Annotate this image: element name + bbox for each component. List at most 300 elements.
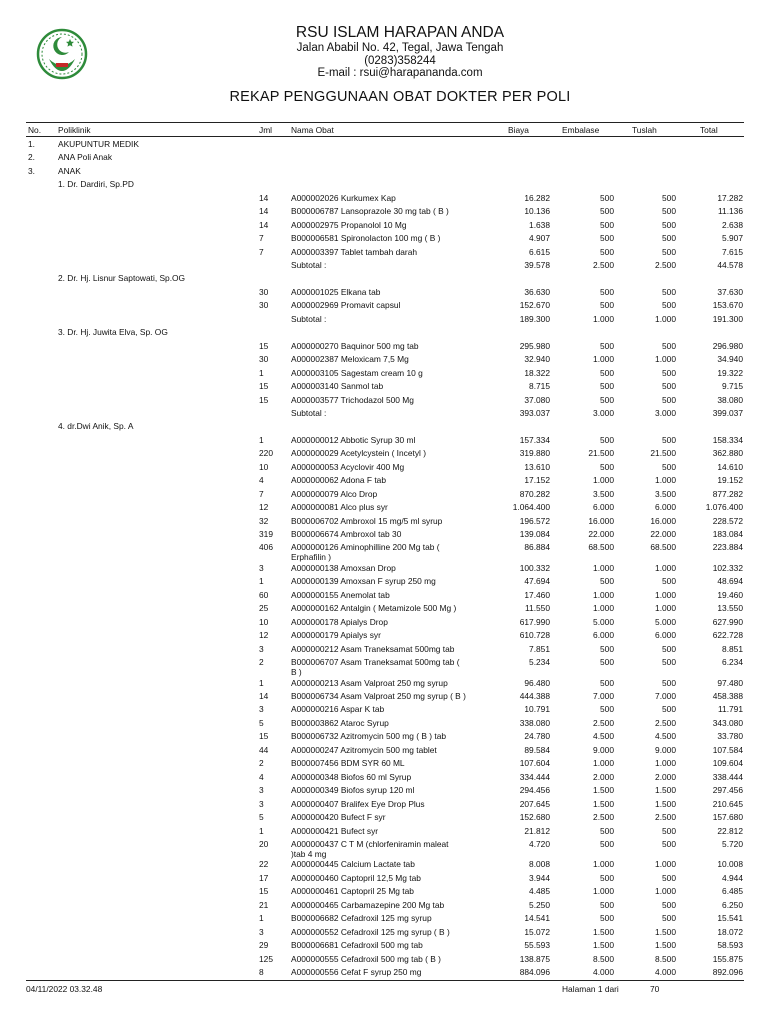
item-total: 892.096 [712,967,743,977]
item-compounding-fee: 1.000 [655,590,676,600]
item-name: A000000155 Anemolat tab [291,590,390,600]
item-cost: 14.541 [524,913,550,923]
item-name: A000000555 Cefadroxil 500 mg tab ( B ) [291,954,441,964]
item-packaging-fee: 1.000 [593,563,614,573]
poli-name: AKUPUNTUR MEDIK [58,139,139,149]
item-name: A000000212 Asam Traneksamat 500mg tab [291,644,455,654]
item-packaging-fee: 2.500 [593,812,614,822]
poli-number: 2. [28,152,35,162]
item-qty: 30 [259,287,269,297]
item-name: B000006787 Lansoprazole 30 mg tab ( B ) [291,206,449,216]
item-compounding-fee: 500 [662,873,676,883]
item-packaging-fee: 1.500 [593,785,614,795]
subtotal-label: Subtotal : [291,408,327,418]
item-packaging-fee: 4.000 [593,967,614,977]
item-packaging-fee: 22.000 [588,529,614,539]
item-packaging-fee: 6.000 [593,502,614,512]
item-packaging-fee: 500 [600,233,614,243]
item-packaging-fee: 500 [600,576,614,586]
item-packaging-fee: 4.500 [593,731,614,741]
item-total: 107.584 [712,745,743,755]
item-qty: 1 [259,826,264,836]
item-packaging-fee: 500 [600,300,614,310]
item-cost: 4.907 [529,233,550,243]
item-qty: 29 [259,940,269,950]
item-compounding-fee: 5.000 [655,617,676,627]
item-qty: 3 [259,799,264,809]
item-cost: 13.610 [524,462,550,472]
item-cost: 107.604 [519,758,550,768]
item-qty: 1 [259,368,264,378]
item-qty: 406 [259,542,273,552]
item-qty: 3 [259,704,264,714]
item-packaging-fee: 500 [600,220,614,230]
item-total: 297.456 [712,785,743,795]
item-qty: 20 [259,839,269,849]
item-total: 4.944 [722,873,743,883]
item-cost: 39.578 [524,260,550,270]
item-total: 5.907 [722,233,743,243]
item-compounding-fee: 500 [662,900,676,910]
item-qty: 21 [259,900,269,910]
item-cost: 1.064.400 [512,502,550,512]
item-total: 362.880 [712,448,743,458]
item-cost: 89.584 [524,745,550,755]
item-compounding-fee: 22.000 [650,529,676,539]
item-total: 7.615 [722,247,743,257]
item-qty: 1 [259,435,264,445]
item-qty: 15 [259,395,269,405]
item-packaging-fee: 1.000 [593,886,614,896]
item-total: 157.680 [712,812,743,822]
item-packaging-fee: 2.000 [593,772,614,782]
item-compounding-fee: 1.000 [655,886,676,896]
item-name: B000006707 Asam Traneksamat 500mg tab ( B ) [291,657,460,677]
item-name: A000000081 Alco plus syr [291,502,388,512]
item-name: A000000138 Amoxsan Drop [291,563,396,573]
item-name: A000000349 Biofos syrup 120 ml [291,785,415,795]
item-packaging-fee: 1.000 [593,603,614,613]
item-qty: 7 [259,233,264,243]
item-name: B000006702 Ambroxol 15 mg/5 ml syrup [291,516,443,526]
item-name: A000000053 Acyclovir 400 Mg [291,462,405,472]
item-name: B000007456 BDM SYR 60 ML [291,758,405,768]
item-qty: 12 [259,630,269,640]
item-name: A000000216 Aspar K tab [291,704,385,714]
item-compounding-fee: 1.000 [655,314,676,324]
item-total: 109.604 [712,758,743,768]
item-compounding-fee: 16.000 [650,516,676,526]
hospital-phone: (0283)358244 [364,55,436,67]
item-total: 37.630 [717,287,743,297]
item-total: 5.720 [722,839,743,849]
item-total: 11.136 [718,206,743,216]
item-cost: 8.008 [529,859,550,869]
item-compounding-fee: 2.500 [655,718,676,728]
item-qty: 12 [259,502,269,512]
item-total: 210.645 [712,799,743,809]
item-compounding-fee: 1.500 [655,785,676,795]
item-name: B000006682 Cefadroxil 125 mg syrup [291,913,432,923]
item-qty: 44 [259,745,269,755]
item-cost: 207.645 [519,799,550,809]
item-compounding-fee: 500 [662,704,676,714]
page-label: Halaman 1 dari [562,984,619,994]
item-total: 17.282 [717,193,743,203]
item-cost: 10.791 [524,704,550,714]
item-total: 627.990 [712,617,743,627]
item-packaging-fee: 500 [600,381,614,391]
item-qty: 3 [259,644,264,654]
item-compounding-fee: 500 [662,233,676,243]
item-total: 14.610 [717,462,743,472]
doctor-name: 3. Dr. Hj. Juwita Elva, Sp. OG [58,327,168,337]
item-total: 458.388 [712,691,743,701]
item-compounding-fee: 500 [662,247,676,257]
item-packaging-fee: 500 [600,657,614,667]
item-qty: 1 [259,913,264,923]
item-total: 8.851 [722,644,743,654]
item-packaging-fee: 500 [600,341,614,351]
item-qty: 10 [259,617,269,627]
item-compounding-fee: 3.000 [655,408,676,418]
item-name: A000002975 Propanolol 10 Mg [291,220,407,230]
item-qty: 4 [259,772,264,782]
item-cost: 15.072 [524,927,550,937]
item-total: 19.152 [717,475,743,485]
item-compounding-fee: 1.000 [655,475,676,485]
page-total: 70 [650,984,660,994]
item-compounding-fee: 6.000 [655,502,676,512]
item-total: 10.008 [717,859,743,869]
item-packaging-fee: 1.500 [593,927,614,937]
item-qty: 5 [259,812,264,822]
item-compounding-fee: 9.000 [655,745,676,755]
item-name: A000000437 C T M (chlorfeniramin maleat )tab 4 mg [291,839,449,859]
hospital-address: Jalan Ababil No. 42, Tegal, Jawa Tengah [296,42,504,54]
item-cost: 157.334 [519,435,550,445]
item-name: A000000139 Amoxsan F syrup 250 mg [291,576,436,586]
item-cost: 870.282 [519,489,550,499]
doctor-name: 1. Dr. Dardiri, Sp.PD [58,179,134,189]
subtotal-label: Subtotal : [291,314,327,324]
item-packaging-fee: 500 [600,913,614,923]
item-compounding-fee: 7.000 [655,691,676,701]
item-cost: 8.715 [529,381,550,391]
item-qty: 3 [259,785,264,795]
doctor-name: 2. Dr. Hj. Lisnur Saptowati, Sp.OG [58,273,186,283]
item-packaging-fee: 1.000 [593,354,614,364]
item-compounding-fee: 2.500 [655,812,676,822]
item-cost: 37.080 [524,395,550,405]
item-total: 1.076.400 [705,502,743,512]
item-name: A000002969 Promavit capsul [291,300,401,310]
doctor-name: 4. dr.Dwi Anik, Sp. A [58,421,134,431]
item-qty: 22 [259,859,269,869]
item-cost: 32.940 [524,354,550,364]
item-packaging-fee: 16.000 [588,516,614,526]
item-total: 58.593 [717,940,743,950]
item-total: 33.780 [717,731,743,741]
item-packaging-fee: 500 [600,704,614,714]
item-qty: 4 [259,475,264,485]
col-header-jml: Jml [259,125,273,135]
item-name: A000000012 Abbotic Syrup 30 ml [291,435,416,445]
item-cost: 17.460 [524,590,550,600]
item-packaging-fee: 500 [600,644,614,654]
item-compounding-fee: 500 [662,826,676,836]
col-header-poliklinik: Poliklinik [58,125,91,135]
item-compounding-fee: 500 [662,644,676,654]
item-total: 19.322 [717,368,743,378]
item-qty: 15 [259,381,269,391]
item-compounding-fee: 500 [662,287,676,297]
item-packaging-fee: 1.000 [593,758,614,768]
item-packaging-fee: 21.500 [588,448,614,458]
item-compounding-fee: 1.000 [655,603,676,613]
item-qty: 60 [259,590,269,600]
item-qty: 10 [259,462,269,472]
item-cost: 294.456 [519,785,550,795]
item-name: A000000270 Baquinor 500 mg tab [291,341,419,351]
item-name: A000000407 Bralifex Eye Drop Plus [291,799,425,809]
item-compounding-fee: 500 [662,368,676,378]
item-total: 6.485 [722,886,743,896]
item-cost: 24.780 [524,731,550,741]
item-cost: 393.037 [519,408,550,418]
item-packaging-fee: 1.000 [593,859,614,869]
item-compounding-fee: 500 [662,220,676,230]
item-name: A000000247 Azitromycin 500 mg tablet [291,745,437,755]
item-packaging-fee: 500 [600,395,614,405]
item-compounding-fee: 1.500 [655,940,676,950]
item-qty: 8 [259,967,264,977]
item-compounding-fee: 500 [662,462,676,472]
poli-number: 3. [28,166,35,176]
item-cost: 334.444 [519,772,550,782]
item-packaging-fee: 500 [600,247,614,257]
subtotal-label: Subtotal : [291,260,327,270]
item-total: 22.812 [717,826,743,836]
item-name: B000006732 Azitromycin 500 mg ( B ) tab [291,731,447,741]
item-name: A000000460 Captopril 12,5 Mg tab [291,873,421,883]
item-compounding-fee: 1.000 [655,354,676,364]
item-name: A000000062 Adona F tab [291,475,386,485]
item-total: 191.300 [712,314,743,324]
item-compounding-fee: 8.500 [655,954,676,964]
item-total: 11.791 [718,704,743,714]
item-cost: 444.388 [519,691,550,701]
item-qty: 3 [259,563,264,573]
col-header-no: No. [28,125,42,135]
item-name: A000000179 Apialys syr [291,630,381,640]
item-qty: 2 [259,657,264,667]
item-total: 228.572 [712,516,743,526]
item-total: 13.550 [717,603,743,613]
item-compounding-fee: 500 [662,300,676,310]
report-title: REKAP PENGGUNAAN OBAT DOKTER PER POLI [229,89,571,105]
item-packaging-fee: 500 [600,287,614,297]
table-header-rule [26,136,744,137]
item-qty: 1 [259,678,264,688]
item-cost: 295.980 [519,341,550,351]
item-total: 18.072 [717,927,743,937]
item-cost: 55.593 [524,940,550,950]
item-compounding-fee: 4.500 [655,731,676,741]
item-qty: 2 [259,758,264,768]
item-total: 223.884 [712,542,743,552]
item-name: A000000445 Calcium Lactate tab [291,859,415,869]
item-packaging-fee: 500 [600,368,614,378]
footer-rule [26,980,744,981]
item-cost: 36.630 [524,287,550,297]
item-packaging-fee: 7.000 [593,691,614,701]
item-compounding-fee: 500 [662,206,676,216]
item-qty: 15 [259,731,269,741]
item-total: 102.332 [712,563,743,573]
item-cost: 7.851 [529,644,550,654]
item-packaging-fee: 2.500 [593,260,614,270]
item-compounding-fee: 1.500 [655,799,676,809]
item-packaging-fee: 500 [600,678,614,688]
item-name: A000000213 Asam Valproat 250 mg syrup [291,678,448,688]
item-compounding-fee: 500 [662,381,676,391]
item-packaging-fee: 500 [600,826,614,836]
item-qty: 220 [259,448,273,458]
item-name: B000006581 Spironolacton 100 mg ( B ) [291,233,441,243]
item-cost: 11.550 [525,603,550,613]
item-total: 48.694 [717,576,743,586]
item-qty: 14 [259,206,269,216]
item-total: 9.715 [722,381,743,391]
item-name: A000000461 Captopril 25 Mg tab [291,886,414,896]
item-compounding-fee: 500 [662,839,676,849]
item-qty: 15 [259,341,269,351]
item-qty: 319 [259,529,273,539]
item-cost: 86.884 [524,542,550,552]
item-cost: 4.720 [529,839,550,849]
item-cost: 196.572 [519,516,550,526]
item-compounding-fee: 500 [662,913,676,923]
item-packaging-fee: 500 [600,873,614,883]
item-qty: 14 [259,193,269,203]
item-name: A000001025 Elkana tab [291,287,381,297]
item-name: B000006734 Asam Valproat 250 mg syrup ( B ) [291,691,466,701]
col-header-tuslah: Tuslah [632,125,657,135]
item-packaging-fee: 3.000 [593,408,614,418]
hospital-email: E-mail : rsui@harapananda.com [317,67,483,79]
item-name: A000000126 Aminophilline 200 Mg tab ( Erphafilin ) [291,542,440,562]
item-total: 338.444 [712,772,743,782]
item-qty: 30 [259,354,269,364]
item-compounding-fee: 500 [662,193,676,203]
item-packaging-fee: 1.500 [593,799,614,809]
item-name: A000002026 Kurkumex Kap [291,193,396,203]
item-cost: 16.282 [524,193,550,203]
item-cost: 17.152 [524,475,550,485]
item-cost: 139.084 [519,529,550,539]
item-compounding-fee: 2.000 [655,772,676,782]
item-packaging-fee: 2.500 [593,718,614,728]
item-compounding-fee: 500 [662,657,676,667]
item-packaging-fee: 500 [600,900,614,910]
item-cost: 5.234 [529,657,550,667]
item-cost: 138.875 [519,954,550,964]
item-cost: 47.694 [524,576,550,586]
item-compounding-fee: 500 [662,576,676,586]
item-total: 343.080 [712,718,743,728]
item-total: 2.638 [722,220,743,230]
item-total: 296.980 [712,341,743,351]
item-cost: 10.136 [524,206,550,216]
item-packaging-fee: 9.000 [593,745,614,755]
item-cost: 189.300 [519,314,550,324]
item-name: A000003577 Trichodazol 500 Mg [291,395,414,405]
item-packaging-fee: 1.000 [593,590,614,600]
item-cost: 100.332 [519,563,550,573]
item-qty: 5 [259,718,264,728]
item-cost: 617.990 [519,617,550,627]
item-cost: 21.812 [524,826,550,836]
item-name: B000003862 Ataroc Syrup [291,718,389,728]
item-compounding-fee: 1.000 [655,758,676,768]
poli-name: ANA Poli Anak [58,152,113,162]
item-qty: 14 [259,691,269,701]
item-qty: 30 [259,300,269,310]
item-cost: 3.944 [529,873,550,883]
hospital-name: RSU ISLAM HARAPAN ANDA [295,24,505,41]
item-compounding-fee: 3.500 [655,489,676,499]
item-packaging-fee: 1.000 [593,314,614,324]
item-name: A000000465 Carbamazepine 200 Mg tab [291,900,445,910]
item-compounding-fee: 2.500 [655,260,676,270]
item-compounding-fee: 1.500 [655,927,676,937]
item-total: 153.670 [712,300,743,310]
item-compounding-fee: 1.000 [655,563,676,573]
item-name: A000000421 Bufect syr [291,826,379,836]
item-name: B000006674 Ambroxol tab 30 [291,529,402,539]
item-name: A000003105 Sagestam cream 10 g [291,368,423,378]
item-compounding-fee: 1.000 [655,859,676,869]
item-total: 97.480 [717,678,743,688]
item-packaging-fee: 500 [600,193,614,203]
item-compounding-fee: 500 [662,395,676,405]
item-cost: 152.680 [519,812,550,822]
item-qty: 14 [259,220,269,230]
item-total: 158.334 [712,435,743,445]
col-header-nama-obat: Nama Obat [291,125,334,135]
item-cost: 1.638 [529,220,550,230]
item-packaging-fee: 500 [600,462,614,472]
item-packaging-fee: 3.500 [593,489,614,499]
item-qty: 125 [259,954,273,964]
item-name: A000003140 Sanmol tab [291,381,384,391]
item-compounding-fee: 500 [662,435,676,445]
item-name: A000000029 Acetylcystein ( Incetyl ) [291,448,427,458]
item-cost: 6.615 [529,247,550,257]
item-total: 38.080 [717,395,743,405]
item-name: A000000556 Cefat F syrup 250 mg [291,967,422,977]
item-cost: 152.670 [519,300,550,310]
item-name: A000000162 Antalgin ( Metamizole 500 Mg ) [291,603,457,613]
item-qty: 7 [259,489,264,499]
item-total: 44.578 [717,260,743,270]
hospital-logo [36,27,88,81]
item-cost: 4.485 [529,886,550,896]
col-header-embalase: Embalase [562,125,600,135]
item-compounding-fee: 6.000 [655,630,676,640]
item-qty: 15 [259,886,269,896]
